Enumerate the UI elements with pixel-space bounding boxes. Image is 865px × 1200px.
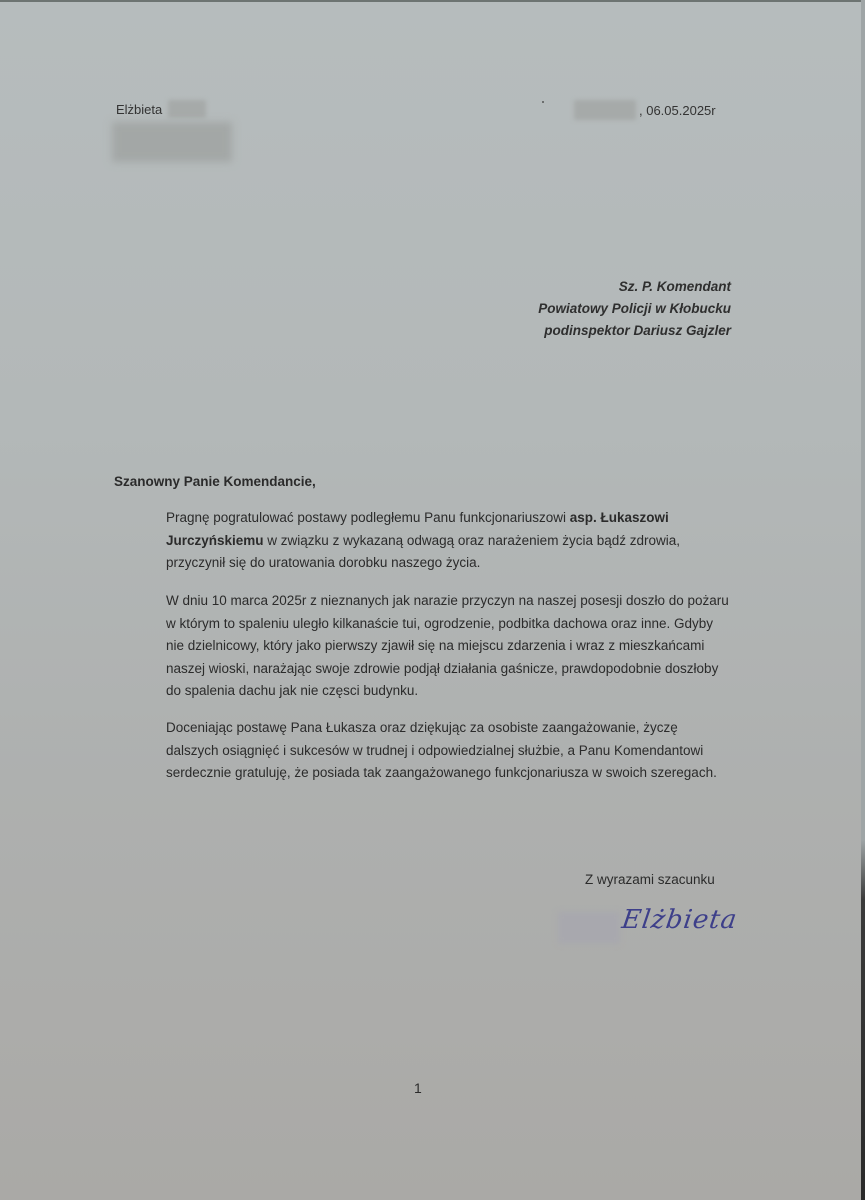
closing-phrase: Z wyrazami szacunku [585,872,715,887]
recipient-block [538,276,731,342]
paragraph-1-intro: Pragnę pogratulować postawy podległemu Panu funkcjonariuszowi [166,510,570,525]
recipient-line-2: Powiatowy Policji w Kłobucku [538,301,731,316]
sender-block [116,100,206,118]
redacted-surname [168,100,206,118]
salutation: Szanowny Panie Komendancie, [114,474,316,489]
redacted-place [574,100,636,120]
redacted-sender-address [112,122,232,162]
recipient-line-1: Sz. P. Komendant [618,279,731,294]
redacted-signature-part [558,912,620,944]
page-edge [861,0,865,1200]
officer-name: asp. Łukaszowi Jurczyńskiemu [166,510,669,548]
paper-speck [542,101,544,103]
paragraph-1-rest: w związku z wykazaną odwagą oraz narażeniem życia bądź zdrowia, przyczynił się do uratowania dorobku naszego życia. [166,532,680,570]
handwritten-signature: Elżbieta [619,905,740,935]
paragraph-3 [114,717,734,785]
place-date-line [574,100,716,120]
page-number: 1 [414,1080,422,1096]
recipient-line-3: podinspektor Dariusz Gajzler [544,323,731,338]
paragraph-1 [114,507,734,575]
letter-date: , 06.05.2025r [639,102,716,118]
paragraph-3-text: Doceniając postawę Pana Łukasza oraz dziękując za osobiste zaangażowanie, życzę dalszych osiągnięć i sukcesów w trudnej i odpowiedzialnej służbie, a Panu Komendantowi serdecznie gratuluję, że posiada tak zaangażowanego funkcjonariusza w swoich szeregach. [166,720,717,780]
paragraph-2 [114,590,734,703]
paragraph-2-text: W dniu 10 marca 2025r z nieznanych jak narazie przyczyn na naszej posesji doszło do pożaru w którym to spaleniu uległo kilkanaście tui, ogrodzenie, podbitka dachowa oraz inne. Gdyby nie dzielnicowy, który jako pierwszy zjawił się na miejscu zdarzenia i wraz z mieszkańcami naszej wioski, narażając swoje zdrowie podjął działania gaśnicze, prawdopodobnie doszłoby do spalenia dachu jak nie częsci budynku. [166,593,729,698]
sender-first-name: Elżbieta [116,101,163,117]
